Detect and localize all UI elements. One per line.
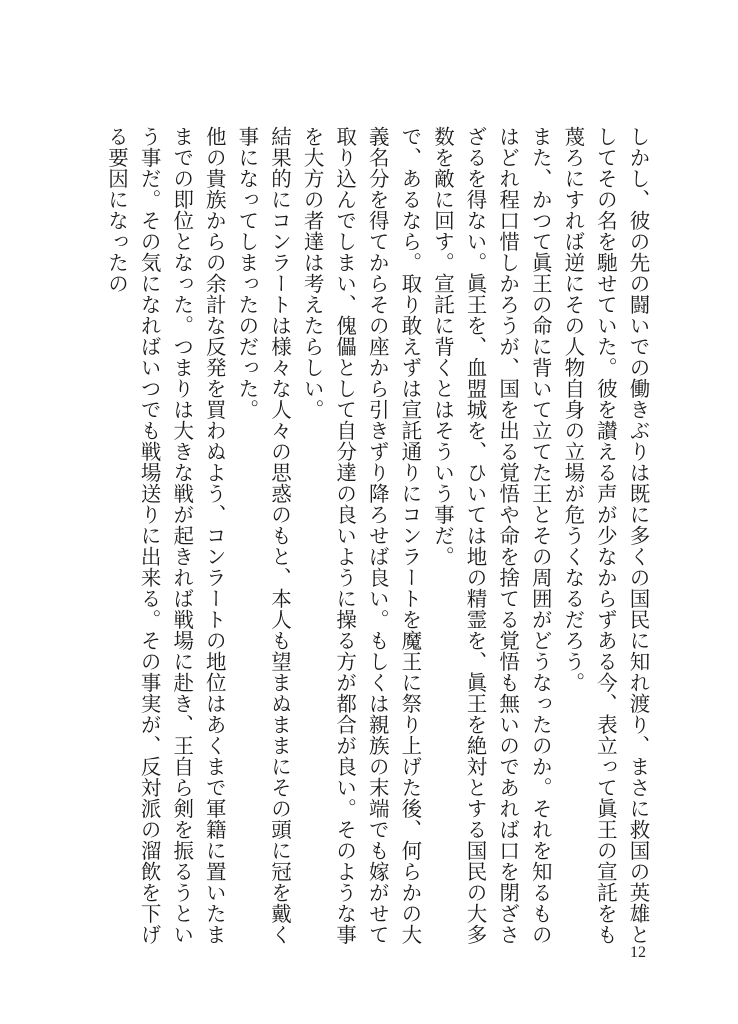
paragraph-4: 結果的にコンラートは様々な人々の思惑のもと、本人も望まぬままにその頭に冠を戴く事になってしまったのだった。: [234, 126, 292, 945]
vertical-text-body: [74, 126, 654, 946]
paragraph-3: で、あるなら。取り敢えずは宣託通りにコンラートを魔王に祭り上げた後、何らかの大義名分を得てからその座から引きずり降ろせば良い。もしくは親族の末端でも嫁がせて取り込んでしまい、傀儡として自分達の良いように操る方が都合が良い。そのような事を大方の者達は考えたらしい。: [300, 126, 422, 945]
paragraph-5: 他の貴族からの余計な反発を買わぬよう、コンラートの地位はあくまで軍籍に置いたままでの即位となった。つまりは大きな戦が起きれば戦場に赴き、王自ら剣を振るうという事だ。その気になればいつでも戦場送りに出来る。その事実が、反対派の溜飲を下げる要因になったの: [104, 126, 227, 945]
paragraph-1: しかし、彼の先の闘いでの働きぶりは既に多くの国民に知れ渡り、まさに救国の英雄としてその名を馳せていた。彼を讃える声が少なからずある今、表立って眞王の宣託をも蔑ろにすれば逆にその人物自身の立場が危うくなるだろう。: [560, 126, 650, 945]
page-number: 12: [630, 944, 646, 961]
paragraph-2: また、かつて眞王の命に背いて立てた王とその周囲がどうなったのか。それを知るものはどれ程口惜しかろうが、国を出る覚悟や命を捨てる覚悟も無いのであれば口を閉ざさざるを得ない。眞王を、血盟城を、ひいては地の精霊を、眞王を絶対とする国民の大多数を敵に回す。宣託に背くとはそういう事だ。: [430, 126, 553, 945]
